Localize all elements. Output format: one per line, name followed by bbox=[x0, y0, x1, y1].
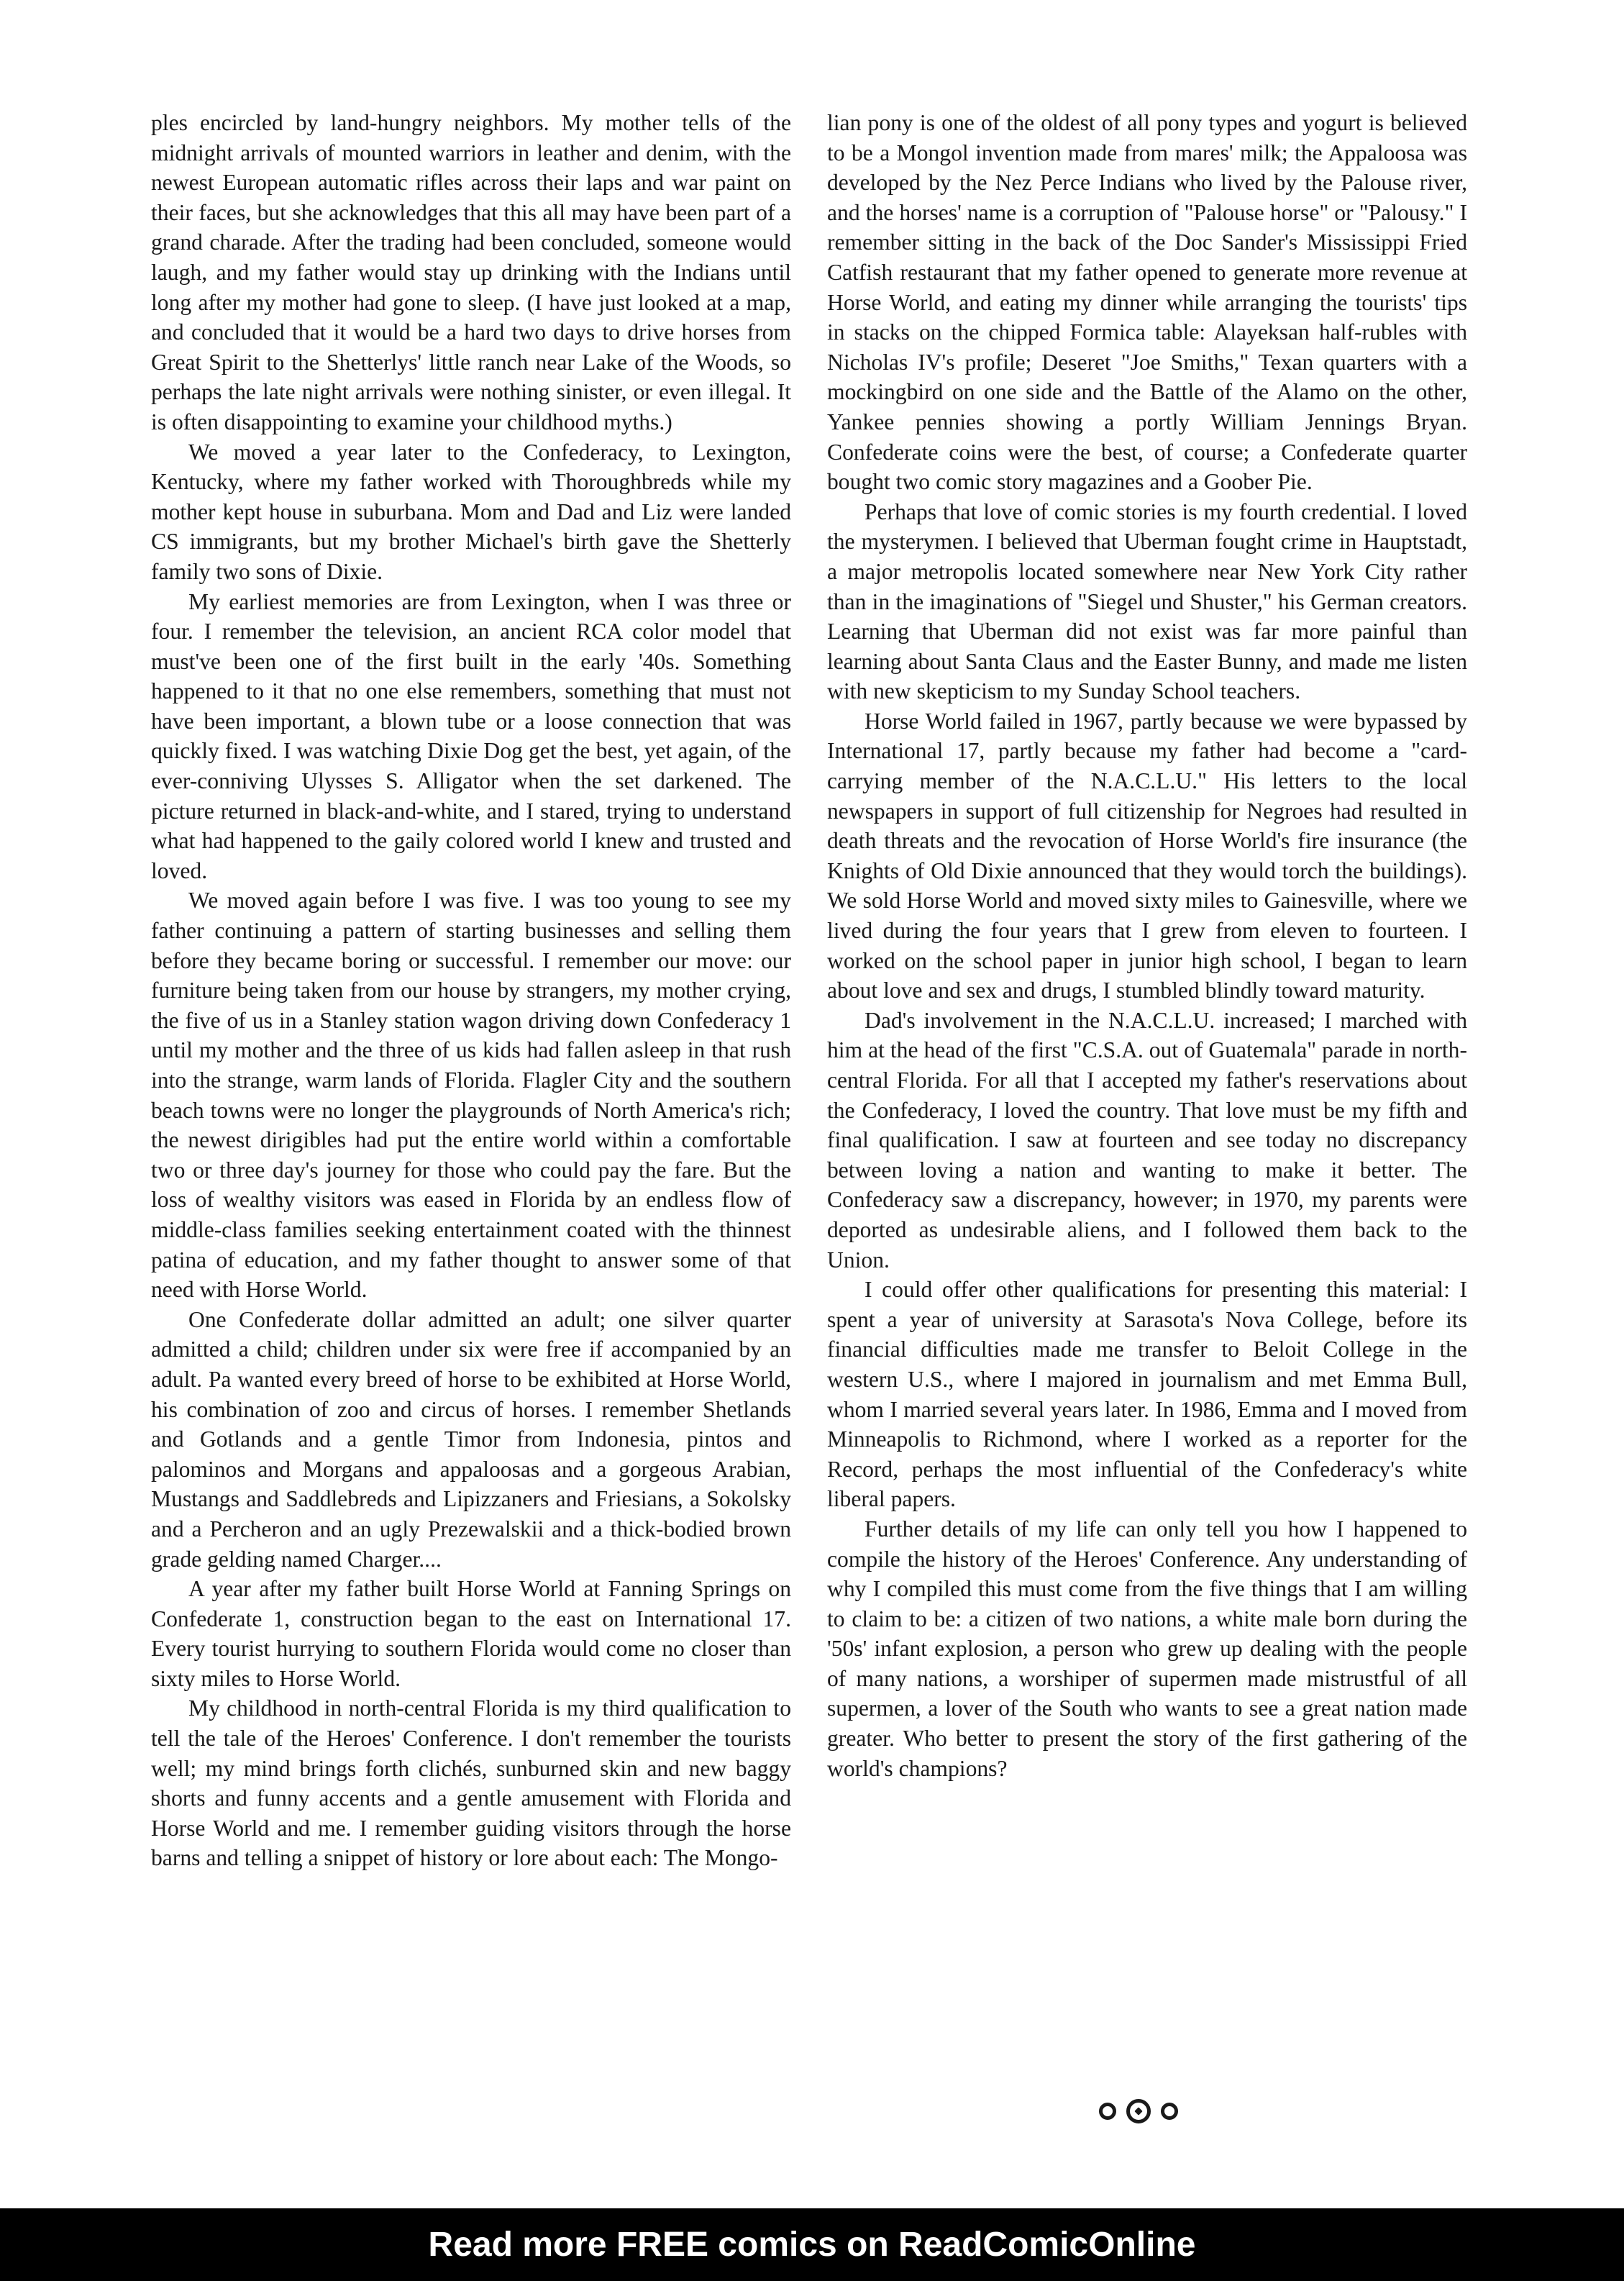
left-text-column bbox=[151, 108, 791, 1873]
paragraph: We moved a year later to the Confederacy, to Lexington, Kentucky, where my father worked with Thoroughbreds while my mother kept house in suburbana. Mom and Dad and Liz were landed CS immigrants, but my brother Michael's birth gave the Shetterly family two sons of Dixie. bbox=[151, 439, 791, 584]
paragraph: I could offer other qualifications for presenting this material: I spent a year of university at Sarasota's Nova College, before its financial difficulties made me transfer to Beloit College in the western U.S., where I majored in journalism and met Emma Bull, whom I married several years later. In 1986, Emma and I moved from Minneapolis to Richmond, where I worked as a reporter for the Record, perhaps the most influential of the Confederacy's white liberal papers. bbox=[827, 1277, 1467, 1512]
paragraph: ples encircled by land-hungry neighbors. My mother tells of the midnight arrivals of mounted warriors in leather and denim, with the newest European automatic rifles across their laps and war paint on their faces, but she acknowledges that this all may have been part of a grand charade. After the trading had been concluded, someone would laugh, and my father would stay up drinking with the Indians until long after my mother had gone to sleep. (I have just looked at a map, and concluded that it would be a hard two days to drive horses from Great Spirit to the Shetterlys' little ranch near Lake of the Woods, so perhaps the late night arrivals were nothing sinister, or even illegal. It is often disappointing to examine your childhood myths.) bbox=[151, 110, 791, 434]
paragraph: Perhaps that love of comic stories is my fourth credential. I loved the mysterymen. I believed that Uberman fought crime in Hauptstadt, a major metropolis located somewhere near New York City rather than in the imaginations of "Siegel und Shuster," his German creators. Learning that Uberman did not exist was far more painful than learning about Santa Claus and the Easter Bunny, and made me listen with new skepticism to my Sunday School teachers. bbox=[827, 498, 1467, 704]
paragraph: We moved again before I was five. I was too young to see my father continuing a pattern of starting businesses and selling them before they became boring or successful. I remember our move: our furniture being taken from our house by strangers, my mother crying, the five of us in a Stanley station wagon driving down Confederacy 1 until my mother and the three of us kids had fallen asleep in that rush into the strange, warm lands of Florida. Flagler City and the southern beach towns were no longer the playgrounds of North America's rich; the newest dirigibles had put the entire world within a comfortable two or three day's journey for those who could pay the fare. But the loss of wealthy visitors was eased in Florida by an endless flow of middle-class families seeking entertainment coated with the thinnest patina of education, and my father thought to answer some of that need with Horse World. bbox=[151, 888, 791, 1303]
circle-ornament-icon bbox=[1099, 2103, 1116, 2120]
paragraph: Further details of my life can only tell you how I happened to compile the history of the Heroes' Conference. Any understanding of why I compiled this must come from the five things that I am willing to claim to be: a citizen of two nations, a white male born during the '50s' infant explosion, a person who grew up dealing with the people of many nations, a worshiper of supermen made mistrustful of all supermen, a lover of the South who wants to see a great nation made greater. Who better to present the story of the first gathering of the world's champions? bbox=[827, 1516, 1467, 1781]
paragraph: lian pony is one of the oldest of all pony types and yogurt is believed to be a Mongol invention made from mares' milk; the Appaloosa was developed by the Nez Perce Indians who lived by the Palouse river, and the horses' name is a corruption of "Palouse horse" or "Palousy." I remember sitting in the back of the Doc Sander's Mississippi Fried Catfish restaurant that my father opened to generate more revenue at Horse World, and eating my dinner while arranging the tourists' tips in stacks on the chipped Formica table: Alayeksan half-rubles with Nicholas IV's profile; Deseret "Joe Smiths," Texan quarters with a mockingbird on one side and the Battle of the Alamo on the other, Yankee pennies showing a portly William Jennings Bryan. Confederate coins were the best, of course; a Confederate quarter bought two comic story magazines and a Goober Pie. bbox=[827, 110, 1467, 495]
footer-link[interactable]: Read more FREE comics on ReadComicOnline bbox=[428, 2226, 1196, 2264]
paragraph: One Confederate dollar admitted an adult; one silver quarter admitted a child; children under six were free if accompanied by an adult. Pa wanted every breed of horse to be exhibited at Horse World, his combination of zoo and circus of horses. I remember Shetlands and Gotlands and a gentle Timor from Indonesia, pintos and palominos and Morgans and appaloosas and a gorgeous Arabian, Mustangs and Saddlebreds and Lipizzaners and Friesians, a Sokolsky and a Percheron and an ugly Prezewalskii and a thick-bodied brown grade gelding named Charger.... bbox=[151, 1306, 791, 1572]
paragraph: My childhood in north-central Florida is my third qualification to tell the tale of the Heroes' Conference. I don't remember the tourists well; my mind brings forth clichés, sunburned skin and new baggy shorts and funny accents and a gentle amusement with Florida and Horse World and me. I remember guiding visitors through the horse barns and telling a snippet of history or lore about each: The Mongo- bbox=[151, 1695, 791, 1871]
paragraph: Horse World failed in 1967, partly because we were bypassed by International 17, partly because my father had become a "card-carrying member of the N.A.C.L.U." His letters to the local newspapers in support of full citizenship for Negroes had resulted in death threats and the revocation of Horse World's fire insurance (the Knights of Old Dixie announced that they would torch the buildings). We sold Horse World and moved sixty miles to Gainesville, where we lived during the four years that I grew from eleven to fourteen. I worked on the school paper in junior high school, I began to learn about love and sex and drugs, I stumbled blindly toward maturity. bbox=[827, 708, 1467, 1003]
circle-ornament-icon bbox=[1161, 2103, 1178, 2120]
right-text-column bbox=[827, 108, 1467, 1783]
paragraph: Dad's involvement in the N.A.C.L.U. increased; I marched with him at the head of the first "C.S.A. out of Guatemala" parade in north-central Florida. For all that I accepted my father's reservations about the Confederacy, I loved the country. That love must be my fifth and final qualification. I saw at fourteen and see today no discrepancy between loving a nation and wanting to make it better. The Confederacy saw a discrepancy, however; in 1970, my parents were deported as undesirable aliens, and I followed them back to the Union. bbox=[827, 1007, 1467, 1272]
section-end-ornament bbox=[1099, 2099, 1178, 2123]
star-circle-ornament-icon bbox=[1126, 2099, 1151, 2123]
footer-banner[interactable] bbox=[0, 2208, 1624, 2281]
paragraph: A year after my father built Horse World at Fanning Springs on Confederate 1, construction began to the east on International 17. Every tourist hurrying to southern Florida would come no closer than sixty miles to Horse World. bbox=[151, 1576, 791, 1691]
paragraph: My earliest memories are from Lexington, when I was three or four. I remember the television, an ancient RCA color model that must've been one of the first built in the early '40s. Something happened to it that no one else remembers, something that must not have been important, a blown tube or a loose connection that was quickly fixed. I was watching Dixie Dog get the best, yet again, of the ever-conniving Ulysses S. Alligator when the set darkened. The picture returned in black-and-white, and I stared, trying to understand what had happened to the gaily colored world I knew and trusted and loved. bbox=[151, 588, 791, 883]
